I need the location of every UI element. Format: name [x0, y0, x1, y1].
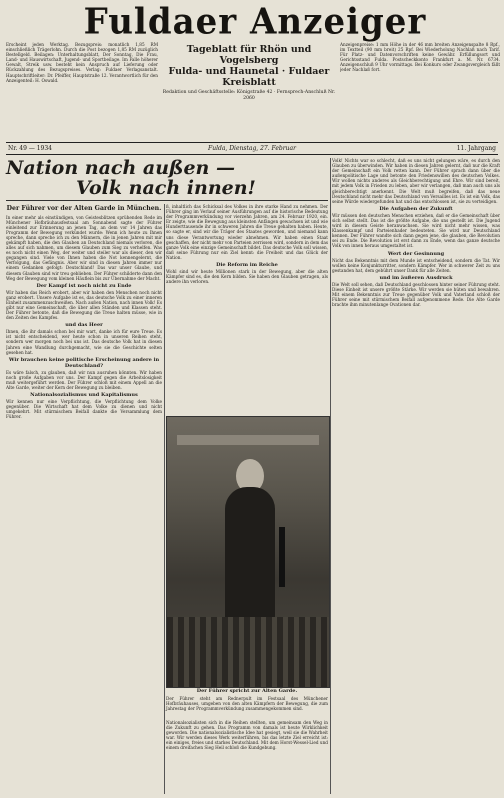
section-title: Der Führer vor der Alten Garde in München.	[6, 205, 162, 212]
headline-line-1: Nation nach außen —	[6, 157, 235, 179]
subheading: Nationalsozialismus und Kapitalismus	[30, 392, 138, 399]
main-headline	[6, 158, 328, 198]
photo-caption-text: Der Führer steht am Rednerpult im Festsaal des Münchener Hofbräuhauses, umgeben von den alten Kämpfern der Bewegung, die zum Jahrestag der Programmverkündung zusammengekommen sind.	[166, 696, 328, 712]
subtitle-line-2: Fulda- und Haunetal · Fuldaer Kreisblatt	[168, 66, 330, 88]
article-text: In einer mehr als einstündigen, von Geistesblitzen sprühenden Rede im Münchener Hofbräuhausfestsaal am Sonnabend sagte der Führer einleitend zur Erinnerung an jenen Tag, an dem vor 14 Jahren das Programm der Bewegung verkündet wurde: Wenn ich heute zu Ihnen spreche, dann spreche ich zu den Männern, die in jenen Jahren mit mir gekämpft haben, die den Glauben an Deutschland niemals verloren, die alles auf sich nahmen, um diesem Glauben zum Sieg zu verhelfen. Was es noch nicht einen Weg, der weiter und steiler war als dieser, den wir gegangen sind. Viele von Ihnen haben die Not kennengelernt, die Verfolgung, das Gefängnis. Aber wir sind in diesen Jahren immer nur einem Gedanken gefolgt: Deutschland! Das war unser Glaube, und diesem Glauben sind wir treu geblieben. Der Führer schilderte dann den Weg der Bewegung vom kleinen Häuflein bis zur Übernahme der Macht.	[6, 214, 162, 281]
masthead-title: Fuldaer Anzeiger	[83, 1, 427, 44]
article-text: Wir kennen nur eine Verpflichtung, die Verpflichtung dem Volke gegenüber. Die Wirtschaft hat dem Volke zu dienen und nicht umgekehrt. Mit stürmischem Beifall dankte die Versammlung dem Führer.	[6, 399, 162, 420]
article-text: Volk! Nichts war so schlecht, daß es uns nicht gelungen wäre, es durch den Glauben zu überwinden. Wir haben in diesen Jahren gelernt, daß nur die Kraft der Gemeinschaft ein Volk retten kann. Der Führer sprach dann über die außenpolitische Lage und betonte den Friedenswillen des deutschen Volkes. Wir wollen nichts anderes als Gleichberechtigung und Ehre. Wir sind bereit, mit jedem Volk in Frieden zu leben, aber wir verlangen, daß man auch uns als gleichberechtigt anerkennt. Die Welt muß begreifen, daß das neue Deutschland nicht mehr das Deutschland von Versailles ist. Es ist ein Volk, das seine Würde wiedergefunden hat und das entschlossen ist, sie zu verteidigen.	[332, 158, 500, 204]
subheading: Wir brauchen keine politische Erscheinung andere in Deutschland?	[8, 356, 160, 369]
subtitle-line-3: Redaktion und Geschäftsstelle: Königstraße 42 · Fernsprech-Anschluß Nr. 2060	[162, 90, 336, 101]
photo-caption: Der Führer spricht zur Alten Garde.	[196, 688, 298, 694]
year-volume: 11. Jahrgang	[456, 145, 496, 152]
article-column-3	[332, 158, 500, 794]
advertising-info: Anzeigenpreise: 1 mm Höhe in der 46 mm breiten Anzeigenspalte 8 Rpf., im Textteil (90 mm breit) 25 Rpf. Bei Wiederholung Nachlaß nach Tarif. Für Platz- und Datenvorschriften keine Gewähr. Erfüllungsort und Gerichtsstand Fulda. Postscheckkonto Frankfurt a. M. Nr. 6734. Anzeigenschluß 9 Uhr vormittags. Bei Konkurs oder Zwangsvergleich fällt jeder Nachlaß fort.	[340, 42, 500, 73]
article-column-2-lower	[166, 720, 328, 794]
headline-line-2: Volk nach innen!	[76, 177, 256, 199]
article-text: Ihnen, die ihr damals schon bei mir wart, danke ich für eure Treue. Es ist nicht entscheidend, wer heute schon in unseren Reihen steht, sondern wer morgen noch bei uns ist. Das deutsche Volk hat in diesen Jahren eine Wandlung durchgemacht, wie sie die Geschichte selten gesehen hat.	[6, 329, 162, 355]
article-text: Wohl sind wir heute Millionen stark in der Bewegung, aber die alten Kämpfer sind es, die den Kern bilden. Sie haben den Glauben getragen, als andere ihn verloren.	[166, 269, 328, 285]
place-date: Fulda, Dienstag, 27. Februar	[208, 145, 296, 152]
news-photo	[166, 416, 330, 688]
column-divider	[330, 158, 331, 794]
dateline	[6, 142, 498, 155]
subtitle-line-1: Tageblatt für Rhön und Vogelsberg	[186, 44, 312, 66]
article-column-1	[6, 204, 162, 794]
article-text: Wir haben das Reich erobert, aber wir haben den Menschen noch nicht ganz erobert. Unsere Aufgabe ist es, das deutsche Volk zu einer inneren Einheit zusammenzuschweißen. Nach außen Nation, nach innen Volk! Es gibt nur eine Gemeinschaft, die über allen Ständen und Klassen steht. Der Führer betonte, daß die Bewegung die Treue halten müsse, wie in den Zeiten des Kampfes.	[6, 289, 162, 321]
subheading: Die Aufgaben der Zukunft	[379, 205, 453, 212]
article-text: ß, inhaltlich das Schicksal des Volkes in ihre starke Hand zu nehmen. Der Führer ging im Verlauf seiner Ausführungen auf die historische Bedeutung der Programmverkündung vor vierzehn Jahren, am 24. Februar 1920, ein. Er zeigte, wie die Bewegung aus kleinsten Anfängen gewachsen ist und wie Hunderttausende ihr in schweren Jahren die Treue gehalten haben. Heute, so sagte er, sind wir die Träger des Staates geworden, und niemand kann uns diese Verantwortung wieder abnehmen. Wir haben einen Staat geschaffen, der nicht mehr von Parteien zerrissen wird, sondern in dem das ganze Volk eine einzige Gemeinschaft bildet. Das deutsche Volk soll wissen, daß seine Führung nur ein Ziel kennt: die Freiheit und das Glück der Nation.	[166, 204, 328, 260]
article-text: Nicht das Bekenntnis mit dem Munde ist entscheidend, sondern die Tat. Wir wollen keine Konjunkturritter, sondern Kämpfer. Wer in schwerer Zeit zu uns gestanden hat, dem gebührt unser Dank für alle Zeiten.	[332, 257, 500, 273]
subheading: Die Reform im Reiche	[216, 262, 278, 269]
article-text: Es wäre falsch, zu glauben, daß wir nun ausruhen könnten. Wir haben noch große Aufgaben vor uns. Der Kampf gegen die Arbeitslosigkeit muß weitergeführt werden. Der Führer schloß mit einem Appell an die Alte Garde, weiter der Kern der Bewegung zu bleiben.	[6, 369, 162, 391]
article-text: Nationalsozialisten sich in die Reihen stellten, um gemeinsam den Weg in die Zukunft zu gehen. Das Programm von damals ist heute Wirklichkeit geworden. Die nationalsozialistische Idee hat gesiegt, weil sie die Wahrheit war. Wir werden dieses Werk weiterführen, bis das letzte Ziel erreicht ist: ein einiges, freies und starkes Deutschland. Mit dem Horst-Wessel-Lied und einem dreifachen Sieg Heil schloß die Kundgebung.	[166, 720, 328, 751]
subheading: und das Heer	[65, 322, 103, 329]
masthead-subtitle	[160, 44, 338, 102]
column-divider	[164, 204, 165, 794]
article-text: Die Welt soll sehen, daß Deutschland geschlossen hinter seiner Führung steht. Diese Einheit ist unsere größte Stärke. Wir werden sie hüten und bewahren. Mit einem Bekenntnis zur Treue gegenüber Volk und Vaterland schloß der Führer seine mit stürmischem Beifall aufgenommene Rede. Die Alte Garde brachte ihm minutenlange Ovationen dar.	[332, 281, 500, 308]
headline-rule	[6, 200, 328, 201]
subheading: Der Kampf ist noch nicht zu Ende	[36, 282, 132, 289]
subheading: Wert der Gesinnung	[387, 250, 445, 257]
subheading: und im äußeren Ausdruck	[379, 274, 453, 281]
issue-number: Nr. 49 — 1934	[8, 145, 52, 152]
article-text: Wir müssen den deutschen Menschen erziehen, daß er die Gemeinschaft über sich selbst stellt. Das ist die größte Aufgabe, die uns gestellt ist. Die Jugend wird in diesem Geiste heranwachsen. Sie wird nicht mehr wissen, was Klassenkampf und Parteienhader bedeuteten. Sie wird nur Deutschland kennen. Der Führer wandte sich dann gegen jene, die glauben, die Revolution sei zu Ende. Die Revolution ist erst dann zu Ende, wenn das ganze deutsche Volk von innen heraus umgestaltet ist.	[332, 212, 500, 249]
publisher-info: Erscheint jeden Werktag. Bezugspreis: monatlich 1,85 RM einschließlich Trägerlohn. Durch die Post bezogen 1,85 RM zuzüglich Bestellgeld. Beilagen: Unterhaltungsblatt, Der Sonntag, Die Frau, Land- und Hauswirtschaft, Jugend- und Sportbeilage. Im Falle höherer Gewalt, Streik usw. besteht kein Anspruch auf Lieferung oder Rückzahlung des Bezugspreises. Verlag: Fuldaer Verlagsanstalt. Hauptschriftleiter: Dr. Pfeiffer, Hauptstraße 12. Verantwortlich für den Anzeigenteil: H. Oswald.	[6, 42, 158, 83]
article-column-2	[166, 204, 328, 414]
